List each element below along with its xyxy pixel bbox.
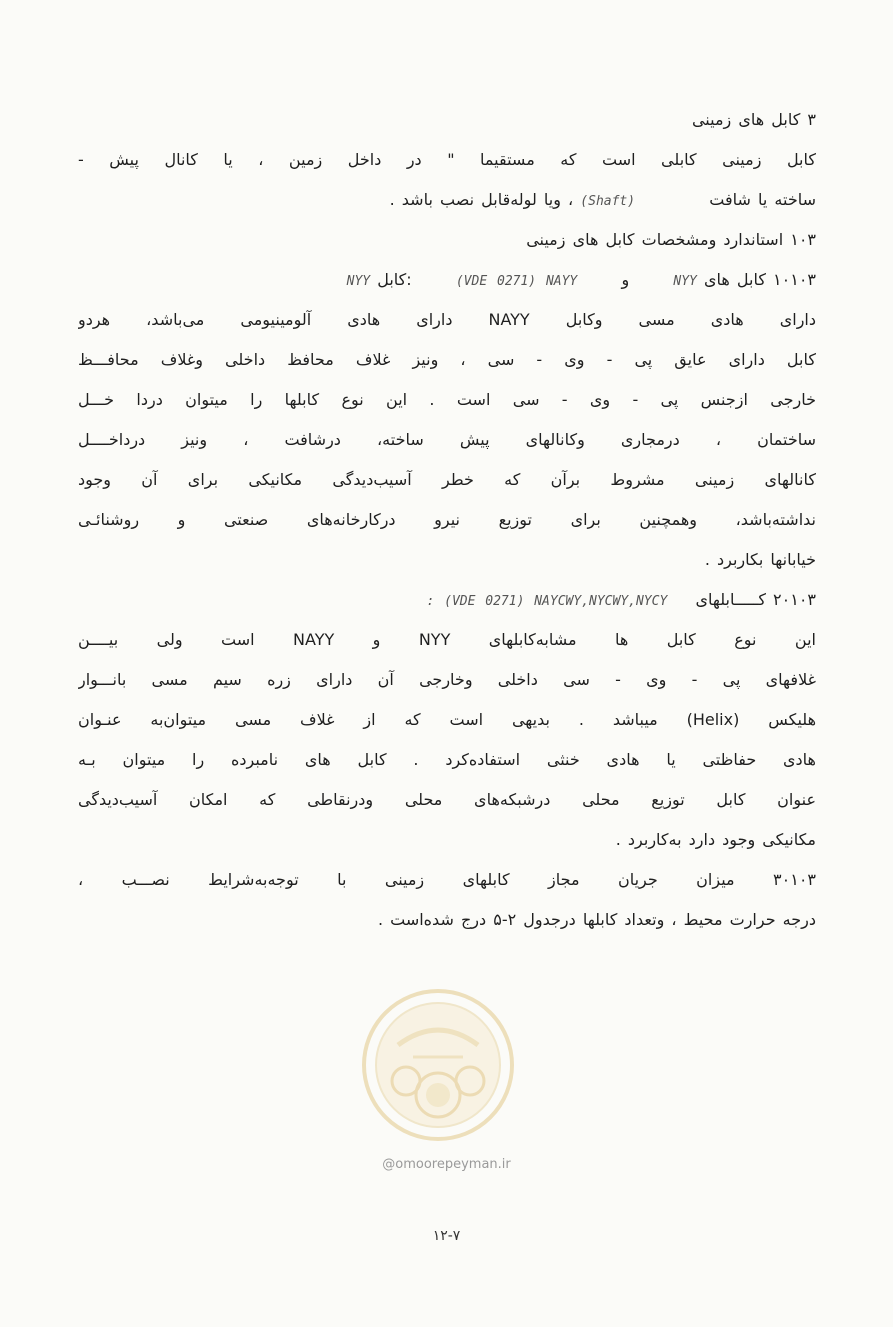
text-span: ۱۰۱۰۳ کابل های [703,270,816,289]
paragraph-line: عنوان کابل توزیع محلی درشبکه‌های محلی ودرنقاطی که امکان آسیب‌دیدگی [78,790,816,809]
paragraph-line: این نوع کابل ها مشابه‌کابلهای NYY و NAYY است ولی بیــــن [78,630,816,649]
watermark-logo-icon [358,985,518,1145]
page-number: ۱۲-۷ [432,1228,461,1244]
subsection-heading-1103 [78,270,816,290]
text-span: :کابل [377,270,412,289]
paragraph-line: خارجی ازجنس پی - وی - سی است . این نوع کابلها را میتوان دردا خـــل [78,390,816,409]
text-span: ۲۰۱۰۳ کـــــابلهای [695,590,816,609]
paragraph-line: مکانیکی وجود دارد به‌کاربرد . [615,830,816,849]
subsection-heading-2103 [78,590,816,610]
paragraph-line: کابل دارای عایق پی - وی - سی ، ونیز غلاف محافظ داخلی وغلاف محافـــظ [78,350,816,369]
text-span: ساخته یا شافت [709,190,816,209]
text-span: ، ویا لوله‌قابل نصب باشد . [389,190,574,209]
paragraph-line: هادی حفاظتی یا هادی خنثی استفاده‌کرد . کابل های نامبرده را میتوان بـه [78,750,816,769]
section-heading-3: ۳ کابل های زمینی [691,110,816,129]
paragraph-line: کانالهای زمینی مشروط برآن که خطر آسیب‌دیدگی مکانیکی برای آن وجود [78,470,816,489]
latin-term: : (VDE 0271) NAYCWY,NYCWY,NYCY [426,594,668,609]
paragraph-line: درجه حرارت محیط ، وتعداد کابلها درجدول ۲-۵ درج شده‌است . [377,910,816,929]
latin-term: NYY [673,274,697,289]
paragraph-line: دارای هادی مسی وکابل NAYY دارای هادی آلومینیومی می‌باشد، هردو [78,310,816,329]
paragraph-line: غلافهای پی - وی - سی داخلی وخارجی آن دارای زره سیم مسی بانـــوار [78,670,816,689]
text-span: و [621,270,630,289]
latin-term: (Shaft) [580,194,636,209]
subsection-heading-3103: ۳۰۱۰۳ میزان جریان مجاز کابلهای زمینی با توجه‌به‌شرایط نصـــب ، [78,870,816,889]
latin-term: NYY [346,274,371,289]
paragraph-line [78,190,816,210]
paragraph-line: کابل زمینی کابلی است که مستقیما " در داخل زمین ، یا کانال پیش - [78,150,816,169]
paragraph-line: هلیکس (Helix) میباشد . بدیهی است که از غلاف مسی میتوان‌به عنـوان [78,710,816,729]
watermark-site: @omoorepeyman.ir [382,1157,511,1172]
document-body [78,110,816,950]
paragraph-line: ساختمان ، درمجاری وکانالهای پیش ساخته، درشافت ، ونیز درداخــــل [78,430,816,449]
paragraph-line: نداشته‌باشد، وهمچنین برای توزیع نیرو درکارخانه‌های صنعتی و روشنائـی [78,510,816,529]
paragraph-line: خیابانها بکاربرد . [704,550,816,569]
section-heading-103: ۱۰۳ استاندارد ومشخصات کابل های زمینی [526,230,816,249]
latin-term: (VDE 0271) NAYY [455,274,578,289]
